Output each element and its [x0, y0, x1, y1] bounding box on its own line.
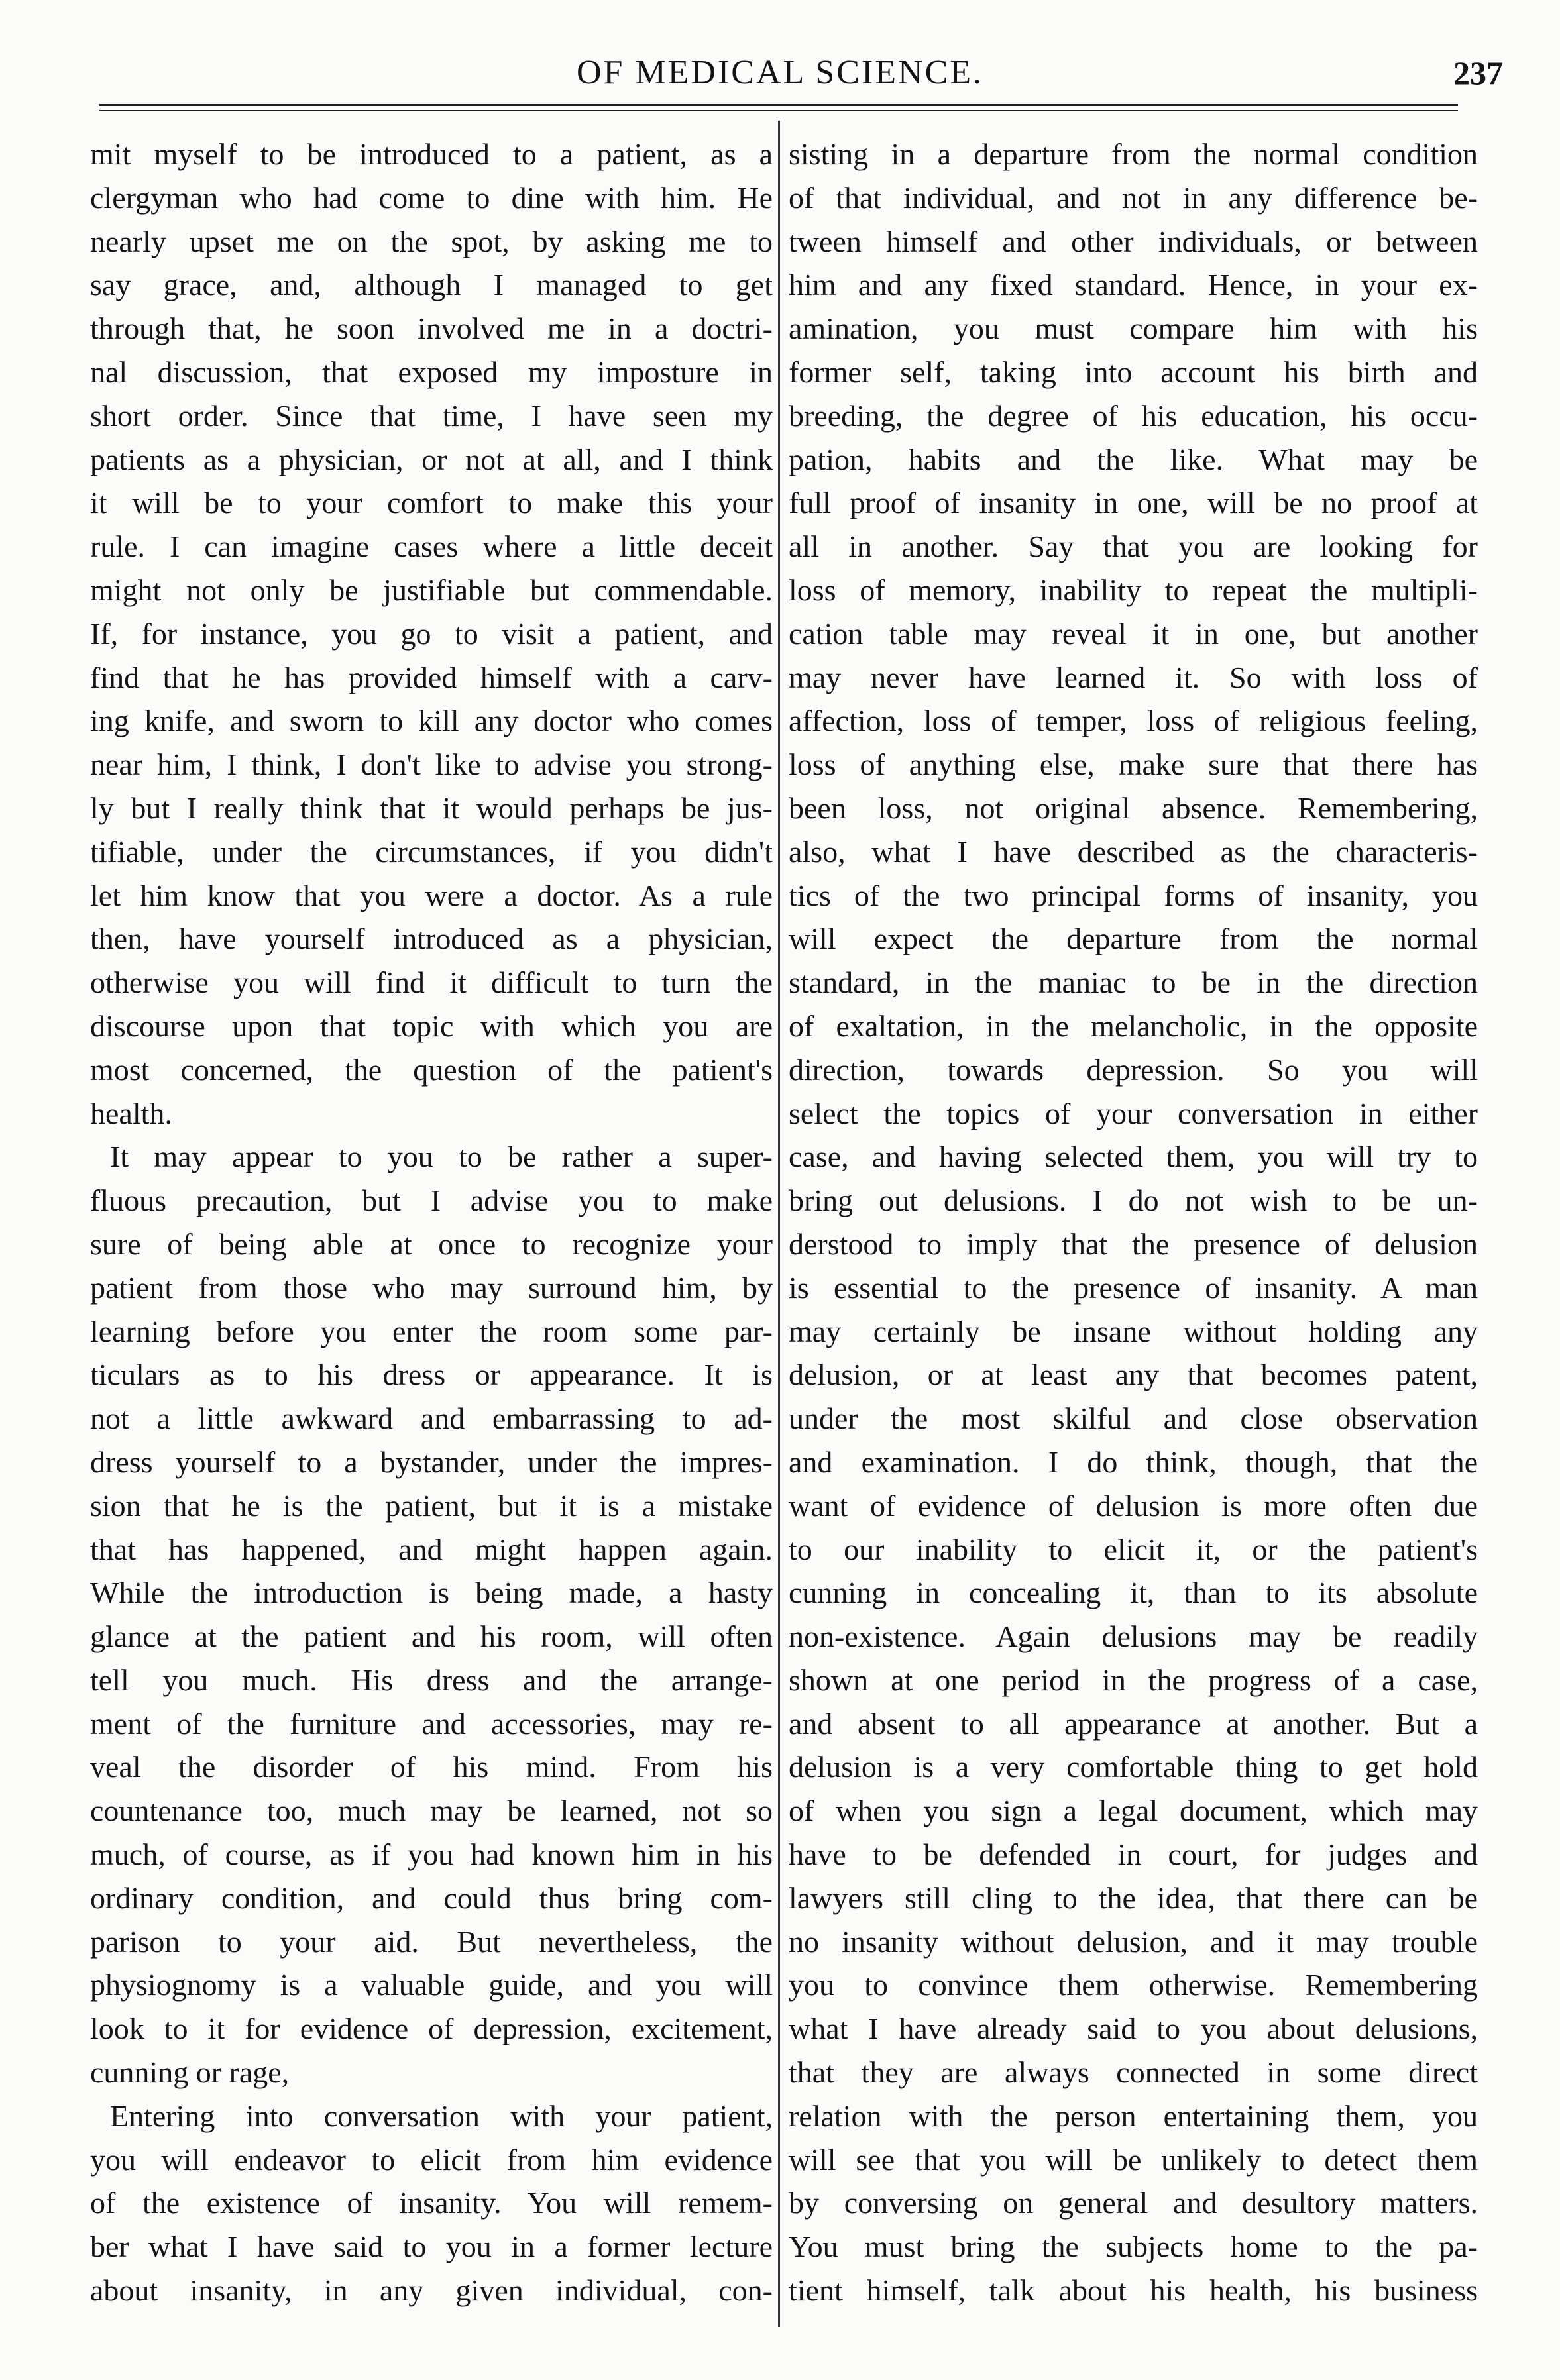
text-line: breeding, the degree of his education, his occu-	[789, 398, 1478, 433]
column-divider	[778, 121, 780, 2327]
header-rule-bottom	[99, 110, 1458, 111]
running-head	[0, 46, 1560, 99]
text-line: amination, you must compare him with his	[789, 311, 1478, 346]
text-line: health.	[90, 1096, 172, 1130]
text-line: tell you much. His dress and the arrange-	[90, 1662, 773, 1697]
text-line: cation table may reveal it in one, but another	[789, 616, 1478, 651]
text-line: to our inability to elicit it, or the patient's	[789, 1532, 1478, 1566]
text-line: countenance too, much may be learned, not so	[90, 1794, 773, 1828]
text-line: no insanity without delusion, and it may trouble	[789, 1924, 1478, 1959]
text-line: ordinary condition, and could thus bring com-	[90, 1880, 773, 1915]
text-line: rule. I can imagine cases where a little deceit	[90, 529, 773, 564]
text-line: short order. Since that time, I have seen my	[90, 398, 773, 433]
text-line: that they are always connected in some direct	[789, 2055, 1478, 2090]
text-line: loss of memory, inability to repeat the multipli-	[789, 572, 1478, 607]
text-line: will expect the departure from the normal	[789, 922, 1478, 956]
text-line: shown at one period in the progress of a case,	[789, 1662, 1478, 1697]
text-line: it will be to your comfort to make this your	[90, 486, 773, 520]
text-line: tient himself, talk about his health, his business	[789, 2273, 1478, 2308]
text-line: It may appear to you to be rather a super-	[110, 1140, 773, 1174]
text-line: delusion is a very comfortable thing to get hold	[789, 1750, 1478, 1784]
text-line: been loss, not original absence. Remembering,	[789, 790, 1478, 825]
text-line: not a little awkward and embarrassing to ad-	[90, 1401, 773, 1436]
text-line: all in another. Say that you are looking for	[789, 529, 1478, 564]
text-line: parison to your aid. But nevertheless, the	[90, 1924, 773, 1959]
text-line: and absent to all appearance at another. But a	[789, 1706, 1478, 1741]
text-line: might not only be justifiable but commendable.	[90, 572, 773, 607]
text-line: While the introduction is being made, a hasty	[90, 1576, 773, 1610]
right-column	[789, 133, 1478, 2312]
text-line: lawyers still cling to the idea, that there can be	[789, 1880, 1478, 1915]
text-line: bring out delusions. I do not wish to be un-	[789, 1183, 1478, 1218]
text-line: of the existence of insanity. You will remem-	[90, 2186, 773, 2220]
text-line: ticulars as to his dress or appearance. It is	[90, 1358, 773, 1392]
text-line: of exaltation, in the melancholic, in the opposite	[789, 1008, 1478, 1043]
text-line: look to it for evidence of depression, excitement,	[90, 2012, 773, 2046]
text-line: case, and having selected them, you will try to	[789, 1140, 1478, 1174]
text-line: sure of being able at once to recognize your	[90, 1226, 773, 1261]
text-line: will see that you will be unlikely to detect them	[789, 2142, 1478, 2177]
text-line: derstood to imply that the presence of delusion	[789, 1226, 1478, 1261]
left-column	[90, 133, 773, 2312]
text-line: nearly upset me on the spot, by asking me to	[90, 224, 773, 258]
text-line: ly but I really think that it would perhaps be jus-	[90, 790, 773, 825]
text-line: non-existence. Again delusions may be readily	[789, 1619, 1478, 1654]
text-line: through that, he soon involved me in a doctri-	[90, 311, 773, 346]
text-line: cunning in concealing it, than to its absolute	[789, 1576, 1478, 1610]
text-line: tifiable, under the circumstances, if you didn't	[90, 834, 773, 869]
text-line: sion that he is the patient, but it is a mistake	[90, 1488, 773, 1523]
text-line: let him know that you were a doctor. As a rule	[90, 878, 773, 912]
text-line: what I have already said to you about delusions,	[789, 2012, 1478, 2046]
text-line: ing knife, and sworn to kill any doctor who comes	[90, 704, 773, 738]
text-line: want of evidence of delusion is more often due	[789, 1488, 1478, 1523]
text-line: affection, loss of temper, loss of religious feeling,	[789, 704, 1478, 738]
text-line: If, for instance, you go to visit a patient, and	[90, 616, 773, 651]
text-line: near him, I think, I don't like to advise you strong-	[90, 747, 773, 782]
text-line: standard, in the maniac to be in the direction	[789, 965, 1478, 1000]
text-line: that has happened, and might happen again.	[90, 1532, 773, 1566]
page-number: 237	[1453, 54, 1503, 91]
text-line: say grace, and, although I managed to get	[90, 268, 773, 302]
text-line: mit myself to be introduced to a patient, as a	[90, 137, 773, 171]
text-line: learning before you enter the room some par-	[90, 1314, 773, 1348]
text-line: full proof of insanity in one, will be no proof at	[789, 486, 1478, 520]
text-line: relation with the person entertaining them, you	[789, 2098, 1478, 2133]
text-line: tics of the two principal forms of insanity, you	[789, 878, 1478, 912]
text-line: have to be defended in court, for judges and	[789, 1837, 1478, 1872]
text-line: about insanity, in any given individual, con-	[90, 2273, 773, 2308]
text-line: dress yourself to a bystander, under the impres-	[90, 1444, 773, 1479]
text-line: discourse upon that topic with which you are	[90, 1008, 773, 1043]
text-line: may never have learned it. So with loss of	[789, 660, 1478, 694]
text-line: under the most skilful and close observation	[789, 1401, 1478, 1436]
text-line: glance at the patient and his room, will often	[90, 1619, 773, 1654]
text-line: loss of anything else, make sure that there has	[789, 747, 1478, 782]
text-line: ment of the furniture and accessories, may re-	[90, 1706, 773, 1741]
text-line: and examination. I do think, though, that the	[789, 1444, 1478, 1479]
text-line: Entering into conversation with your patient,	[110, 2098, 773, 2133]
text-line: then, have yourself introduced as a physician,	[90, 922, 773, 956]
text-line: may certainly be insane without holding any	[789, 1314, 1478, 1348]
text-line: you to convince them otherwise. Remembering	[789, 1968, 1478, 2002]
text-line: find that he has provided himself with a carv-	[90, 660, 773, 694]
text-line: much, of course, as if you had known him in his	[90, 1837, 773, 1872]
text-line: is essential to the presence of insanity. A man	[789, 1270, 1478, 1305]
text-line: of when you sign a legal document, which may	[789, 1794, 1478, 1828]
text-line: tween himself and other individuals, or between	[789, 224, 1478, 258]
text-line: you will endeavor to elicit from him evidence	[90, 2142, 773, 2177]
text-line: of that individual, and not in any difference be-	[789, 180, 1478, 215]
text-line: by conversing on general and desultory matters.	[789, 2186, 1478, 2220]
text-line: delusion, or at least any that becomes patent,	[789, 1358, 1478, 1392]
text-line: former self, taking into account his birth and	[789, 354, 1478, 389]
running-title: OF MEDICAL SCIENCE.	[576, 54, 984, 91]
text-line: otherwise you will find it difficult to turn the	[90, 965, 773, 1000]
text-line: sisting in a departure from the normal condition	[789, 137, 1478, 171]
text-line: veal the disorder of his mind. From his	[90, 1750, 773, 1784]
text-line: pation, habits and the like. What may be	[789, 442, 1478, 476]
text-line: ber what I have said to you in a former lecture	[90, 2230, 773, 2264]
text-line: select the topics of your conversation in either	[789, 1096, 1478, 1130]
text-line: patients as a physician, or not at all, and I think	[90, 442, 773, 476]
header-rule-top	[99, 104, 1458, 106]
text-line: nal discussion, that exposed my imposture in	[90, 354, 773, 389]
text-line: clergyman who had come to dine with him. He	[90, 180, 773, 215]
text-line: You must bring the subjects home to the pa-	[789, 2230, 1478, 2264]
text-line: direction, towards depression. So you will	[789, 1052, 1478, 1087]
text-line: patient from those who may surround him, by	[90, 1270, 773, 1305]
text-line: most concerned, the question of the patient's	[90, 1052, 773, 1087]
text-line: also, what I have described as the characteris-	[789, 834, 1478, 869]
text-line: physiognomy is a valuable guide, and you will	[90, 1968, 773, 2002]
text-line: cunning or rage,	[90, 2055, 290, 2090]
text-line: him and any fixed standard. Hence, in your ex-	[789, 268, 1478, 302]
text-line: fluous precaution, but I advise you to make	[90, 1183, 773, 1218]
